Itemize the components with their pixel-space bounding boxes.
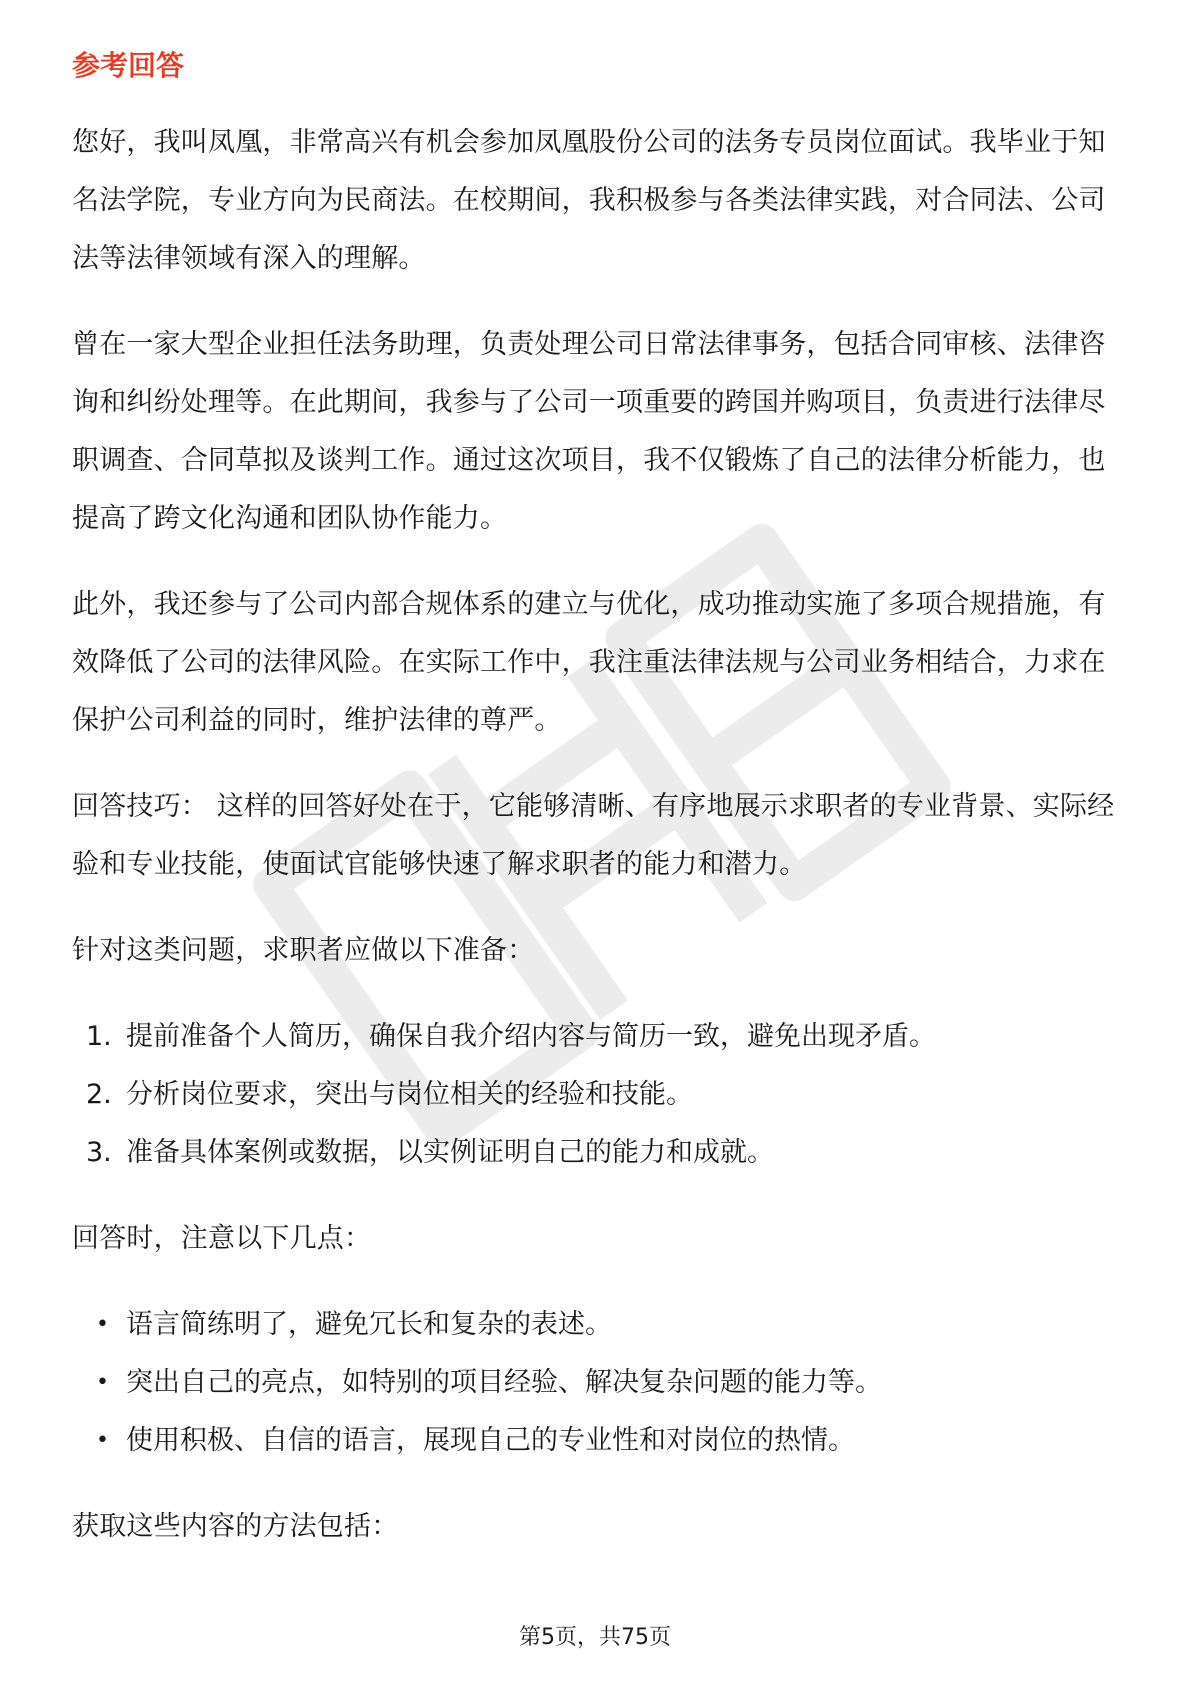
- section-title: 参考回答: [72, 49, 185, 82]
- list-item: [72, 1412, 1122, 1470]
- paragraph-compliance: 此外，我还参与了公司内部合规体系的建立与优化，成功推动实施了多项合规措施，有效降低了公司的法律风险。在实际工作中，我注重法律法规与公司业务相结合，力求在保护公司利益的同时，维护法律的尊严。: [72, 589, 1106, 736]
- list-item: [72, 1008, 1122, 1066]
- list-marker: 3.: [86, 1137, 112, 1168]
- list-item-text: 使用积极、自信的语言，展现自己的专业性和对岗位的热情。: [126, 1425, 855, 1456]
- list-marker: 2.: [86, 1079, 112, 1110]
- bullet-icon: •: [96, 1312, 109, 1337]
- paragraph-tips: 回答技巧： 这样的回答好处在于，它能够清晰、有序地展示求职者的专业背景、实际经验和专业技能，使面试官能够快速了解求职者的能力和潜力。: [72, 791, 1115, 880]
- list-item: [72, 1296, 1122, 1354]
- list-item-text: 提前准备个人简历，确保自我介绍内容与简历一致，避免出现矛盾。: [126, 1021, 936, 1052]
- list-item: [72, 1124, 1122, 1182]
- list-item-text: 分析岗位要求，突出与岗位相关的经验和技能。: [126, 1079, 693, 1110]
- list-marker: 1.: [86, 1021, 112, 1052]
- page-footer: 第5页，共75页: [519, 1625, 671, 1650]
- paragraph-prep-intro: 针对这类问题，求职者应做以下准备：: [72, 935, 535, 966]
- bullet-icon: •: [96, 1370, 109, 1395]
- paragraph-notes-intro: 回答时，注意以下几点：: [72, 1223, 372, 1254]
- document-content: [72, 46, 1122, 1584]
- notes-list: [72, 1296, 1122, 1470]
- prep-list: [72, 1008, 1122, 1182]
- bullet-icon: •: [96, 1428, 109, 1453]
- list-item-text: 突出自己的亮点，如特别的项目经验、解决复杂问题的能力等。: [126, 1367, 882, 1398]
- list-item: [72, 1354, 1122, 1412]
- paragraph-experience: 曾在一家大型企业担任法务助理，负责处理公司日常法律事务，包括合同审核、法律咨询和纠纷处理等。在此期间，我参与了公司一项重要的跨国并购项目，负责进行法律尽职调查、合同草拟及谈判工作。通过这次项目，我不仅锻炼了自己的法律分析能力，也提高了跨文化沟通和团队协作能力。: [72, 329, 1106, 534]
- list-item-text: 准备具体案例或数据，以实例证明自己的能力和成就。: [126, 1137, 774, 1168]
- list-item-text: 语言简练明了，避免冗长和复杂的表述。: [126, 1309, 612, 1340]
- list-item: [72, 1066, 1122, 1124]
- paragraph-intro: 您好，我叫凤凰，非常高兴有机会参加凤凰股份公司的法务专员岗位面试。我毕业于知名法学院，专业方向为民商法。在校期间，我积极参与各类法律实践，对合同法、公司法等法律领域有深入的理解。: [72, 127, 1106, 274]
- paragraph-closing: 获取这些内容的方法包括：: [72, 1511, 399, 1542]
